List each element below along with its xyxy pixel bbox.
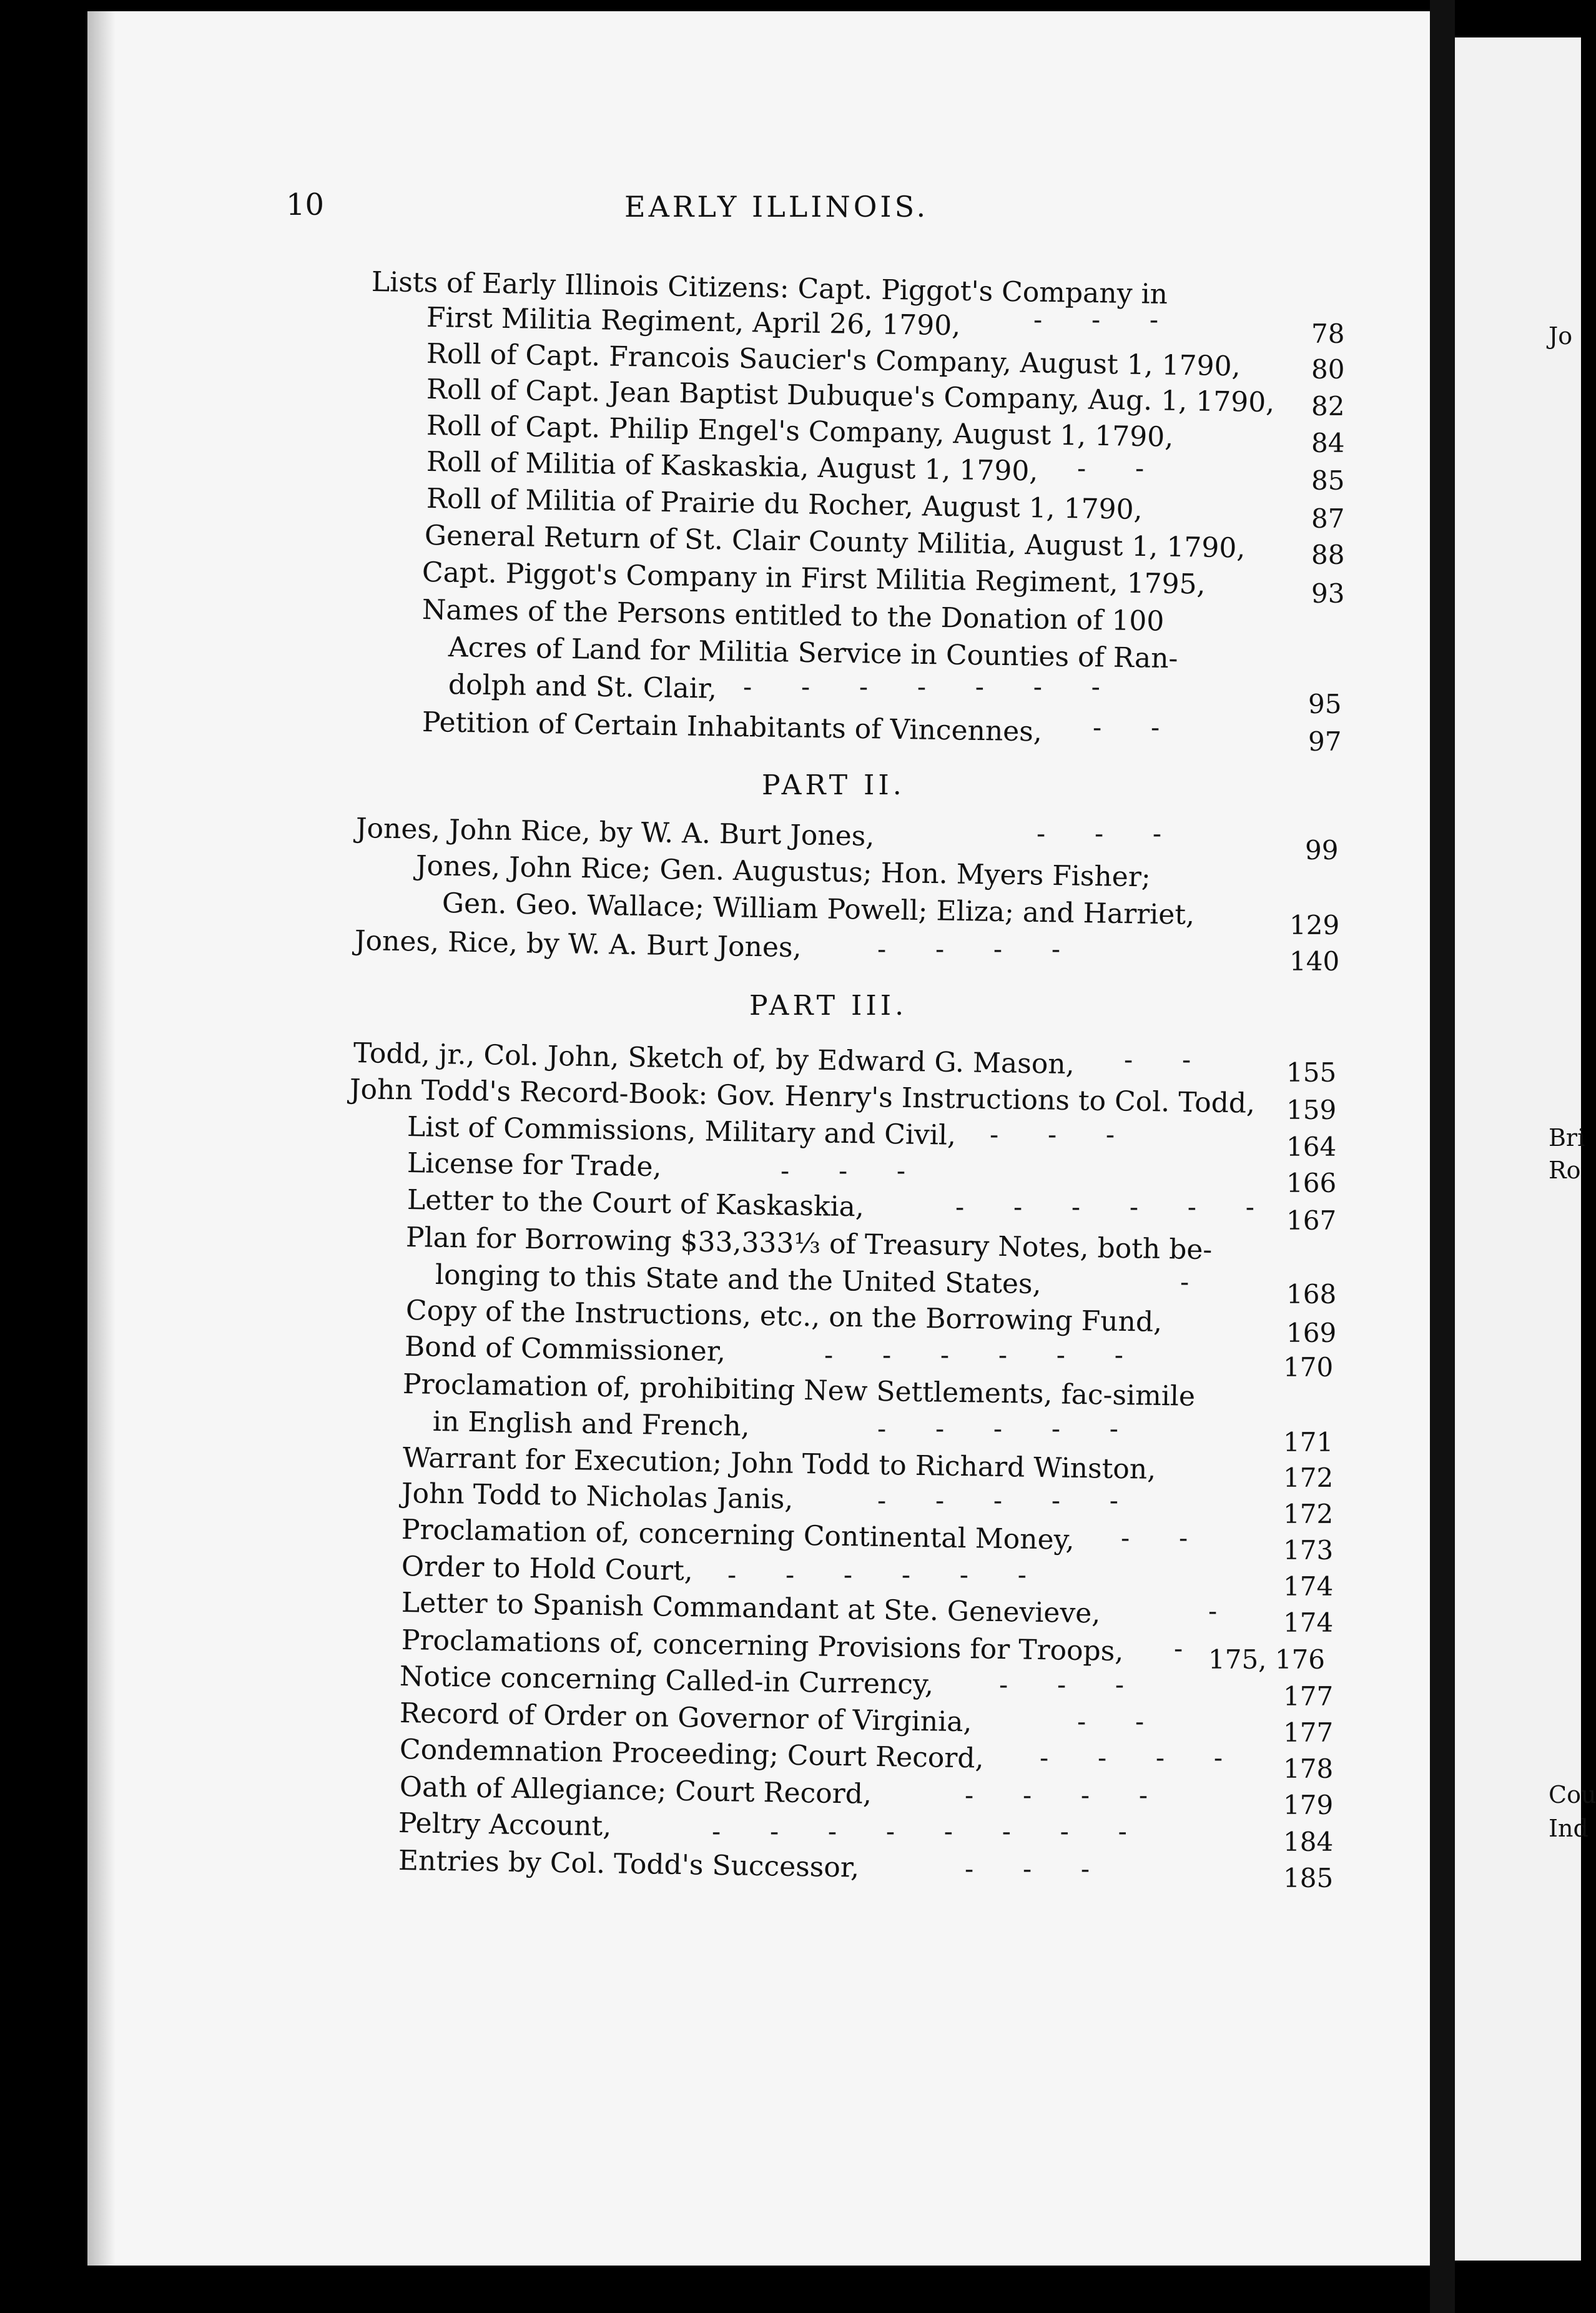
dot-leader: - - - <box>990 1119 1116 1150</box>
toc-entry: Letter to the Court of Kaskaskia, <box>406 1184 865 1223</box>
toc-entry: Copy of the Instructions, etc., on the Borrowing Fund, <box>405 1295 1163 1339</box>
toc-page-number: 129 <box>1289 910 1340 940</box>
dot-leader: - - - <box>999 1669 1126 1700</box>
toc-page-number: 175, 176 <box>1208 1644 1326 1675</box>
toc-entry: Roll of Capt. Francois Saucier's Company, August 1, 1790, <box>426 338 1241 383</box>
toc-entry: License for Trade, <box>406 1147 662 1183</box>
toc-entry: Jones, John Rice, by W. A. Burt Jones, <box>355 812 875 853</box>
toc-page-number: 97 <box>1308 726 1342 757</box>
toc-page-number: 155 <box>1286 1057 1337 1088</box>
dot-leader: - - - - <box>1040 1742 1224 1773</box>
dot-leader: - <box>1174 1633 1185 1664</box>
toc-entry: General Return of St. Clair County Militia, August 1, 1790, <box>424 520 1246 565</box>
toc-page-number: 99 <box>1305 835 1339 866</box>
dot-leader: - - - <box>781 1155 907 1186</box>
toc-page-number: 85 <box>1311 465 1345 496</box>
toc-entry: Order to Hold Court, <box>401 1551 694 1587</box>
adjacent-page-text: Ind <box>1549 1815 1589 1842</box>
dot-leader: - - - - - - <box>824 1339 1125 1370</box>
toc-entry: Proclamation of, prohibiting New Settlements, fac-simile <box>402 1368 1196 1413</box>
toc-page-number: 171 <box>1283 1427 1334 1457</box>
part-heading: PART II. <box>762 769 905 801</box>
toc-entry: longing to this State and the United States, <box>435 1259 1042 1301</box>
toc-page-number: 80 <box>1311 354 1345 385</box>
toc-page-number: 166 <box>1286 1168 1337 1198</box>
toc-page-number: 167 <box>1286 1205 1337 1236</box>
toc-page-number: 82 <box>1311 391 1345 422</box>
toc-entry: Roll of Capt. Philip Engel's Company, August 1, 1790, <box>426 410 1174 453</box>
dot-leader: - - - - - <box>877 1485 1120 1516</box>
toc-entry: Plan for Borrowing $33,333⅓ of Treasury Notes, both be- <box>405 1221 1213 1266</box>
toc-entry: Condemnation Proceeding; Court Record, <box>399 1734 984 1775</box>
toc-entry: Jones, John Rice; Gen. Augustus; Hon. Myers Fisher; <box>415 850 1151 894</box>
dot-leader: - - <box>1077 453 1146 483</box>
toc-page-number: 164 <box>1286 1132 1337 1162</box>
toc-entry: Warrant for Execution; John Todd to Richard Winston, <box>402 1442 1156 1486</box>
toc-entry: John Todd's Record-Book: Gov. Henry's Instructions to Col. Todd, <box>349 1073 1256 1120</box>
toc-entry: Proclamations of, concerning Provisions for Troops, <box>401 1624 1124 1668</box>
part-heading: PART III. <box>749 990 908 1022</box>
toc-entry: Peltry Account, <box>398 1807 612 1843</box>
toc-page-number: 93 <box>1311 578 1345 609</box>
dot-leader: - - - <box>1037 818 1163 849</box>
page-number: 10 <box>286 187 325 222</box>
dot-leader: - - - <box>1033 304 1160 335</box>
dot-leader: - - - - - <box>877 1413 1120 1444</box>
dot-leader: - - <box>1124 1044 1193 1075</box>
toc-page-number: 185 <box>1283 1863 1334 1893</box>
dot-leader: - - <box>1121 1522 1190 1553</box>
toc-page-number: 178 <box>1283 1753 1334 1784</box>
toc-entry: Petition of Certain Inhabitants of Vincennes, <box>421 706 1043 748</box>
dot-leader: - <box>1208 1595 1219 1626</box>
toc-page-number: 88 <box>1311 540 1345 570</box>
toc-entry: dolph and St. Clair, <box>448 669 717 705</box>
toc-page-number: 168 <box>1286 1279 1337 1309</box>
toc-page-number: 174 <box>1283 1607 1334 1638</box>
toc-entry: List of Commissions, Military and Civil, <box>406 1111 957 1152</box>
toc-entry: First Militia Regiment, April 26, 1790, <box>426 302 961 342</box>
adjacent-page-text: Bri <box>1549 1124 1585 1152</box>
toc-entry: Jones, Rice, by W. A. Burt Jones, <box>354 925 802 964</box>
toc-page-number: 95 <box>1308 689 1342 719</box>
toc-page-number: 170 <box>1283 1352 1334 1383</box>
toc-page-number: 78 <box>1311 318 1345 349</box>
toc-entry: Notice concerning Called-in Currency, <box>399 1660 934 1701</box>
toc-page-number: 177 <box>1283 1681 1334 1712</box>
toc-entry: Gen. Geo. Wallace; William Powell; Eliza; and Harriet, <box>441 887 1195 931</box>
toc-page-number: 84 <box>1311 428 1345 458</box>
running-title: EARLY ILLINOIS. <box>624 190 929 224</box>
adjacent-page-text: Ro <box>1549 1156 1581 1184</box>
dot-leader: - - - - - - - - <box>712 1816 1128 1847</box>
toc-page-number: 140 <box>1289 946 1340 977</box>
dot-leader: - - <box>1093 712 1161 742</box>
toc-entry: Lists of Early Illinois Citizens: Capt. Piggot's Company in <box>371 266 1168 311</box>
dot-leader: - - - - <box>877 934 1062 964</box>
toc-entry: Oath of Allegiance; Court Record, <box>399 1771 872 1810</box>
toc-entry: Names of the Persons entitled to the Donation of 100 <box>421 594 1165 638</box>
toc-entry: Acres of Land for Militia Service in Counties of Ran- <box>448 631 1178 675</box>
toc-page-number: 172 <box>1283 1499 1334 1529</box>
toc-entry: Roll of Militia of Prairie du Rocher, August 1, 1790, <box>426 483 1143 526</box>
toc-entry: Record of Order on Governor of Virginia, <box>399 1697 972 1738</box>
toc-page-number: 159 <box>1286 1095 1337 1125</box>
adjacent-page-text: Cou <box>1549 1781 1596 1808</box>
toc-entry: Roll of Militia of Kaskaskia, August 1, 1790, <box>426 446 1038 488</box>
toc-page-number: 184 <box>1283 1827 1334 1857</box>
adjacent-page-text: Jo <box>1549 322 1573 350</box>
toc-page-number: 173 <box>1283 1535 1334 1566</box>
toc-entry: Entries by Col. Todd's Successor, <box>398 1845 860 1884</box>
toc-page-number: 169 <box>1286 1318 1337 1348</box>
toc-entry: Proclamation of, concerning Continental Money, <box>401 1514 1075 1556</box>
toc-page-number: 172 <box>1283 1462 1334 1493</box>
toc-entry: Roll of Capt. Jean Baptist Dubuque's Company, Aug. 1, 1790, <box>426 373 1275 419</box>
toc-entry: John Todd to Nicholas Janis, <box>401 1477 794 1516</box>
toc-entry: Letter to Spanish Commandant at Ste. Genevieve, <box>401 1587 1101 1630</box>
dot-leader: - <box>1180 1266 1191 1297</box>
toc-entry: Capt. Piggot's Company in First Militia Regiment, 1795, <box>421 556 1206 601</box>
dot-leader: - - - - - - <box>955 1191 1256 1222</box>
toc-entry: in English and French, <box>432 1406 751 1443</box>
toc-entry: Bond of Commissioner, <box>404 1331 726 1368</box>
dot-leader: - - - <box>965 1853 1091 1884</box>
toc-page-number: 87 <box>1311 503 1345 534</box>
dot-leader: - - - - <box>965 1780 1150 1810</box>
toc-page-number: 179 <box>1283 1790 1334 1820</box>
dot-leader: - - - - - - <box>727 1559 1028 1590</box>
dot-leader: - - <box>1077 1706 1146 1737</box>
toc-page-number: 174 <box>1283 1571 1334 1602</box>
toc-entry: Todd, jr., Col. John, Sketch of, by Edward G. Mason, <box>353 1037 1075 1081</box>
dot-leader: - - - - - - - <box>743 671 1101 702</box>
toc-page-number: 177 <box>1283 1717 1334 1748</box>
